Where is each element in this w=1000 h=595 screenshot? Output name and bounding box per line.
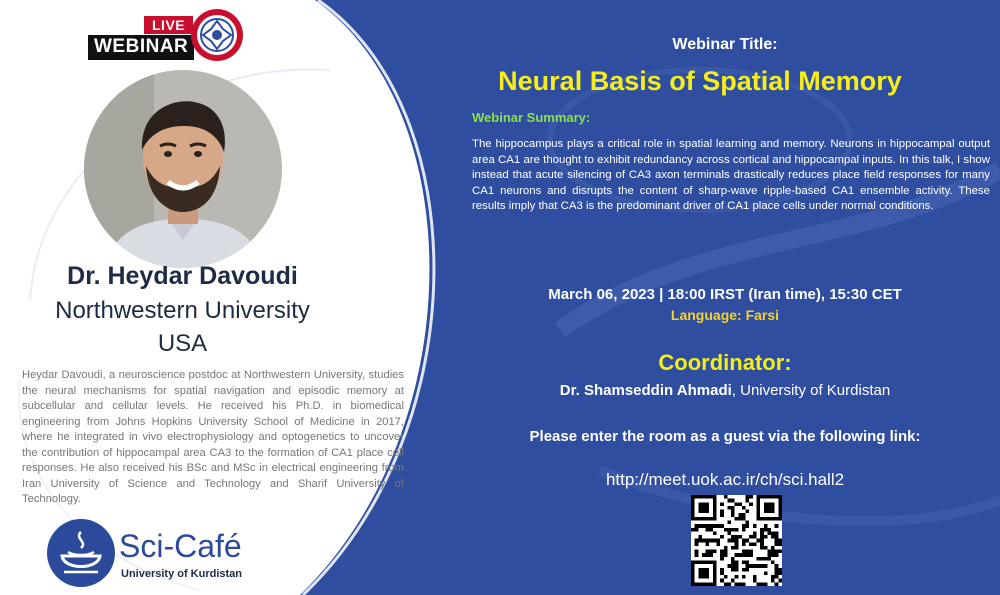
meeting-link[interactable]: http://meet.uok.ac.ir/ch/sci.hall2 xyxy=(605,470,845,489)
coordinator-info xyxy=(470,382,980,399)
live-tag: LIVE xyxy=(144,16,193,34)
coordinator-label: Coordinator: xyxy=(658,350,792,375)
speaker-name: Dr. Heydar Davoudi xyxy=(67,262,298,290)
live-webinar-badge xyxy=(86,8,246,64)
webinar-datetime: March 06, 2023 | 18:00 IRST (Iran time), 15:30 CET xyxy=(548,286,902,303)
organizer-subtitle: University of Kurdistan xyxy=(121,568,243,580)
coordinator-affiliation: , University of Kurdistan xyxy=(731,382,891,399)
access-instruction: Please enter the room as a guest via the following link: xyxy=(529,428,921,445)
sci-cafe-logo-icon xyxy=(46,518,116,588)
coordinator-name: Dr. Shamseddin Ahmadi xyxy=(559,382,732,399)
speaker-photo xyxy=(84,70,282,268)
speaker-bio: Heydar Davoudi, a neuroscience postdoc at Northwestern University, studies the neural mechanisms for spatial navigation and episodic memory at subcellular and cellular levels. He received his Ph.D. in biomedical engineering from Johns Hopkins University School of Medicine in 2017, where he integrated in vivo electrophysiology and optogenetics to uncover the contribution of hippocampal area CA3 to the formation of CA1 place cell responses. He also received his BSc and MSc in electrical engineering from Iran University of Science and Technology and Sharif University of Technology. xyxy=(22,369,404,505)
speaker-country: USA xyxy=(157,330,208,357)
qr-code-icon[interactable] xyxy=(691,495,782,586)
speaker-affiliation: Northwestern University xyxy=(55,297,310,324)
webinar-summary: The hippocampus plays a critical role in spatial learning and memory. Neurons in hippocampal output area CA1 are thought to exhibit redundancy across cortical and hippocampal inputs. In this talk, I show instead that acute silencing of CA3 axon terminals drastically reduces place field responses for many CA1 neurons and disrupts the content of sharp-wave ripple-based CA1 ensemble activity. These results imply that CA3 is the predominant driver of CA1 place cells under normal conditions. xyxy=(472,138,990,213)
organizer-name: Sci-Café xyxy=(119,528,242,564)
webinar-title-label: Webinar Title: xyxy=(672,36,778,53)
webinar-title: Neural Basis of Spatial Memory xyxy=(498,66,902,96)
webinar-summary-label: Webinar Summary: xyxy=(472,110,591,125)
webinar-tag: WEBINAR xyxy=(88,35,194,60)
university-seal-icon xyxy=(190,8,244,62)
webinar-language: Language: Farsi xyxy=(670,307,780,323)
